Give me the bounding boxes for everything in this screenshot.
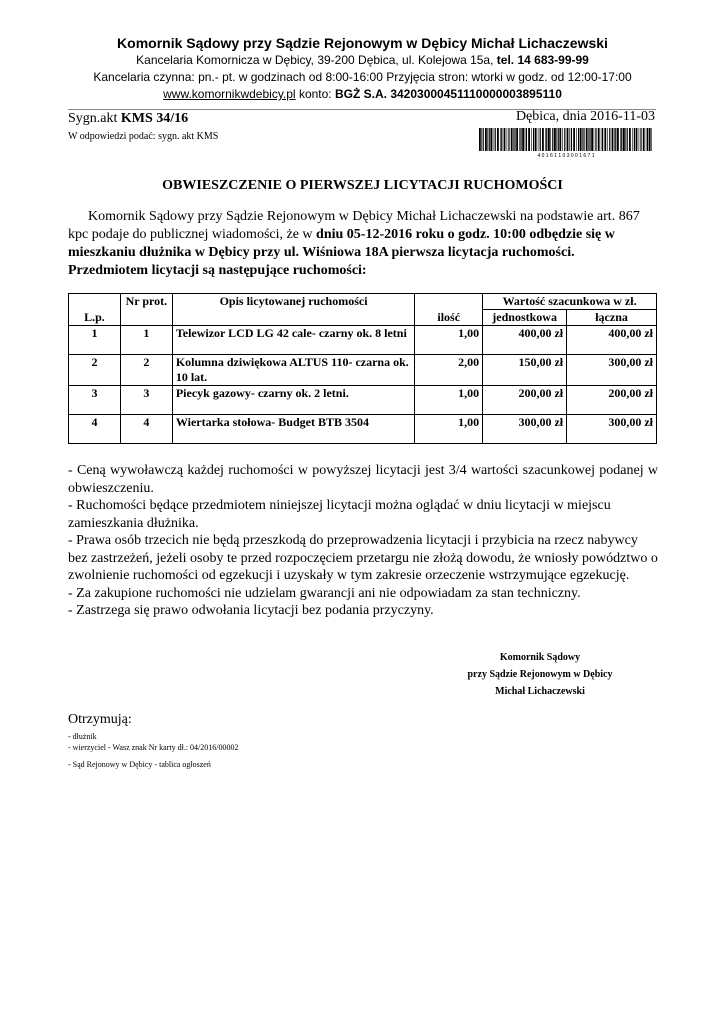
condition-item: - Ceną wywoławczą każdej ruchomości w powyższej licytacji jest 3/4 wartości szacunkowej podanej w obwieszczeniu. xyxy=(68,463,658,496)
barcode-bar xyxy=(571,128,572,151)
reply-note: W odpowiedzi podać: sygn. akt KMS xyxy=(68,131,219,142)
barcode-bar xyxy=(573,128,575,151)
condition-item: - Zastrzega się prawo odwołania licytacji bez podania przyczyny. xyxy=(68,603,434,618)
item-description: Wiertarka stołowa- Budget BTB 3504 xyxy=(172,415,414,444)
barcode-bar xyxy=(640,128,641,151)
barcode-bar xyxy=(643,128,645,151)
barcode-bar xyxy=(538,128,539,151)
barcode-bar xyxy=(589,128,590,151)
barcode-bar xyxy=(621,128,622,151)
barcode-bar xyxy=(623,128,625,151)
intro-paragraph: Komornik Sądowy przy Sądzie Rejonowym w Dębicy Michał Lichaczewski na podstawie art. 867 kpc podaje do publicznej wiadomości, że w dniu 05-12-2016 roku o godz. 10:00 odbędzie się w mieszkaniu dłużnika w Dębicy przy ul. Wiśniowa 18A pierwsza licytacja ruchomości. Przedmiotem licytacji są następujące ruchomości: xyxy=(68,209,640,278)
barcode-bar xyxy=(569,128,570,151)
barcode-bar xyxy=(481,128,482,151)
barcode-bar xyxy=(583,128,584,151)
table-row: 4 4 Wiertarka stołowa- Budget BTB 3504 1,00 300,00 zł 300,00 zł xyxy=(69,415,657,444)
website-link[interactable]: www.komornikwdebicy.pl xyxy=(163,87,296,101)
page-title: OBWIESZCZENIE O PIERWSZEJ LICYTACJI RUCHOMOŚCI xyxy=(162,178,563,193)
barcode-bar xyxy=(609,128,610,151)
table-row: 2 2 Kolumna dziwiękowa ALTUS 110- czarna ok. 10 lat. 2,00 150,00 zł 300,00 zł xyxy=(69,355,657,386)
barcode-bar xyxy=(500,128,501,151)
barcode-bar xyxy=(511,128,513,151)
barcode-bar xyxy=(540,128,541,151)
barcode-bar xyxy=(620,128,621,151)
col-header-lp: L.p. xyxy=(69,294,121,326)
barcode-bar xyxy=(578,128,579,151)
recipient-item: - dłużnik xyxy=(68,732,97,741)
barcode-bar xyxy=(588,128,589,151)
col-header-opis: Opis licytowanej ruchomości xyxy=(172,294,414,326)
barcode-bar xyxy=(504,128,506,151)
barcode-bar xyxy=(647,128,648,151)
barcode-bar xyxy=(546,128,547,151)
condition-item: - Prawa osób trzecich nie będą przeszkodą do przeprowadzenia licytacji i przybicia na rzecz nabywcy bez zastrzeżeń, jeżeli osoby te przed rozpoczęciem przetargu nie złożą dowodu, że wniosły powództwo o zwolnienie ruchomości od egzekucji i uzyskały w tym zakresie orzeczenie wstrzymujące egzekucję. xyxy=(68,533,658,583)
condition-item: - Ruchomości będące przedmiotem niniejszej licytacji można oglądać w dniu licytacji w miejscu zamieszkania dłużnika. xyxy=(68,498,611,531)
item-description: Telewizor LCD LG 42 cale- czarny ok. 8 letni xyxy=(172,326,414,355)
barcode-bar xyxy=(612,128,614,151)
auction-conditions xyxy=(68,462,658,620)
barcode-bar xyxy=(495,128,496,151)
barcode-bar xyxy=(525,128,526,151)
barcode-bar xyxy=(627,128,628,151)
barcode-bar xyxy=(634,128,635,151)
barcode-bar xyxy=(548,128,550,151)
barcode-bar xyxy=(649,128,651,151)
recipient-item: - Sąd Rejonowy w Dębicy - tablica ogłoszeń xyxy=(68,760,211,769)
barcode-bar xyxy=(531,128,532,151)
barcode-bar xyxy=(528,128,530,151)
recipients-list xyxy=(68,731,239,770)
barcode-bar xyxy=(533,128,534,151)
table-row: 1 1 Telewizor LCD LG 42 cale- czarny ok. 8 letni 1,00 400,00 zł 400,00 zł xyxy=(69,326,657,355)
barcode-bar xyxy=(625,128,626,151)
barcode-bar xyxy=(607,128,608,151)
barcode-bar xyxy=(519,128,520,151)
barcode-bar xyxy=(485,128,487,151)
barcode xyxy=(478,128,654,158)
signature-block: Komornik Sądowy przy Sądzie Rejonowym w Dębicy Michał Lichaczewski xyxy=(467,652,613,697)
barcode-bar xyxy=(567,128,569,151)
barcode-bar xyxy=(564,128,565,151)
barcode-bar xyxy=(483,128,484,151)
barcode-bar xyxy=(542,128,544,151)
barcode-bar xyxy=(636,128,638,151)
office-name: Komornik Sądowy przy Sądzie Rejonowym w Dębicy Michał Lichaczewski xyxy=(117,35,608,51)
barcode-bar xyxy=(576,128,577,151)
barcode-bar xyxy=(559,128,561,151)
barcode-bar xyxy=(479,128,481,151)
items-table xyxy=(68,293,657,444)
barcode-bar xyxy=(651,128,652,151)
barcode-bar xyxy=(632,128,633,151)
barcode-bar xyxy=(617,128,619,151)
office-address: Kancelaria Komornicza w Dębicy, 39-200 Dębica, ul. Kolejowa 15a, tel. 14 683-99-99 xyxy=(136,53,589,67)
barcode-bar xyxy=(535,128,537,151)
letterhead xyxy=(0,34,725,103)
barcode-bar xyxy=(591,128,593,151)
document-date: Dębica, dnia 2016-11-03 xyxy=(515,109,655,124)
barcode-bar xyxy=(556,128,557,151)
barcode-bar xyxy=(582,128,583,151)
barcode-bar xyxy=(513,128,514,151)
office-phone: tel. 14 683-99-99 xyxy=(496,53,589,67)
barcode-bar xyxy=(558,128,559,151)
recipient-item: - wierzyciel - Wasz znak Nr karty dł.: 04/2016/00002 xyxy=(68,743,239,752)
barcode-bar xyxy=(508,128,509,151)
barcode-bar xyxy=(487,128,488,151)
barcode-bar xyxy=(580,128,582,151)
barcode-digits: 4 0 1 6 1 1 0 3 0 0 1 6 7 1 xyxy=(537,153,595,158)
barcode-bar xyxy=(602,128,603,151)
barcode-bar xyxy=(586,128,588,151)
barcode-bar xyxy=(514,128,515,151)
barcode-bar xyxy=(604,128,606,151)
bank-account: BGŻ S.A. 34203000451110000003895110 xyxy=(335,87,562,101)
barcode-bar xyxy=(522,128,524,151)
barcode-bar xyxy=(493,128,494,151)
col-header-jednostkowa: jednostkowa xyxy=(483,310,567,326)
barcode-bar xyxy=(598,128,600,151)
table-row: 3 3 Piecyk gazowy- czarny ok. 2 letni. 1,00 200,00 zł 200,00 zł xyxy=(69,386,657,415)
barcode-bar xyxy=(601,128,602,151)
barcode-bar xyxy=(594,128,595,151)
barcode-bar xyxy=(526,128,527,151)
barcode-bar xyxy=(615,128,616,151)
item-description: Kolumna dziwiękowa ALTUS 110- czarna ok. 10 lat. xyxy=(172,355,414,386)
barcode-bar xyxy=(629,128,631,151)
barcode-bar xyxy=(516,128,518,151)
barcode-bar xyxy=(550,128,551,151)
barcode-bar xyxy=(501,128,502,151)
barcode-bar xyxy=(595,128,596,151)
barcode-bar xyxy=(507,128,508,151)
barcode-bar xyxy=(562,128,563,151)
col-header-nr: Nr prot. xyxy=(120,294,172,326)
barcode-bar xyxy=(490,128,492,151)
barcode-bar xyxy=(554,128,556,151)
case-signature: Sygn.akt KMS 34/16 xyxy=(68,111,189,126)
barcode-bar xyxy=(639,128,640,151)
col-header-wartosc: Wartość szacunkowa w zł. xyxy=(483,294,657,310)
col-header-laczna: łączna xyxy=(567,310,657,326)
col-header-ilosc: ilość xyxy=(415,294,483,326)
office-hours: Kancelaria czynna: pn.- pt. w godzinach od 8:00-16:00 Przyjęcia stron: wtorki w godz. od 12:00-17:00 xyxy=(93,70,632,84)
recipients-label: Otrzymują: xyxy=(68,712,132,727)
barcode-bar xyxy=(497,128,499,151)
condition-item: - Za zakupione ruchomości nie udzielam gwarancji ani nie odpowiadam za stan techniczny. xyxy=(68,585,581,601)
barcode-bar xyxy=(520,128,521,151)
barcode-bar xyxy=(646,128,647,151)
barcode-bar xyxy=(489,128,490,151)
barcode-bar xyxy=(545,128,546,151)
barcode-bar xyxy=(552,128,553,151)
barcode-bar xyxy=(614,128,615,151)
account-label: konto: xyxy=(298,87,332,101)
office-contact xyxy=(0,86,725,103)
item-description: Piecyk gazowy- czarny ok. 2 letni. xyxy=(172,386,414,415)
case-number: KMS 34/16 xyxy=(120,111,189,126)
